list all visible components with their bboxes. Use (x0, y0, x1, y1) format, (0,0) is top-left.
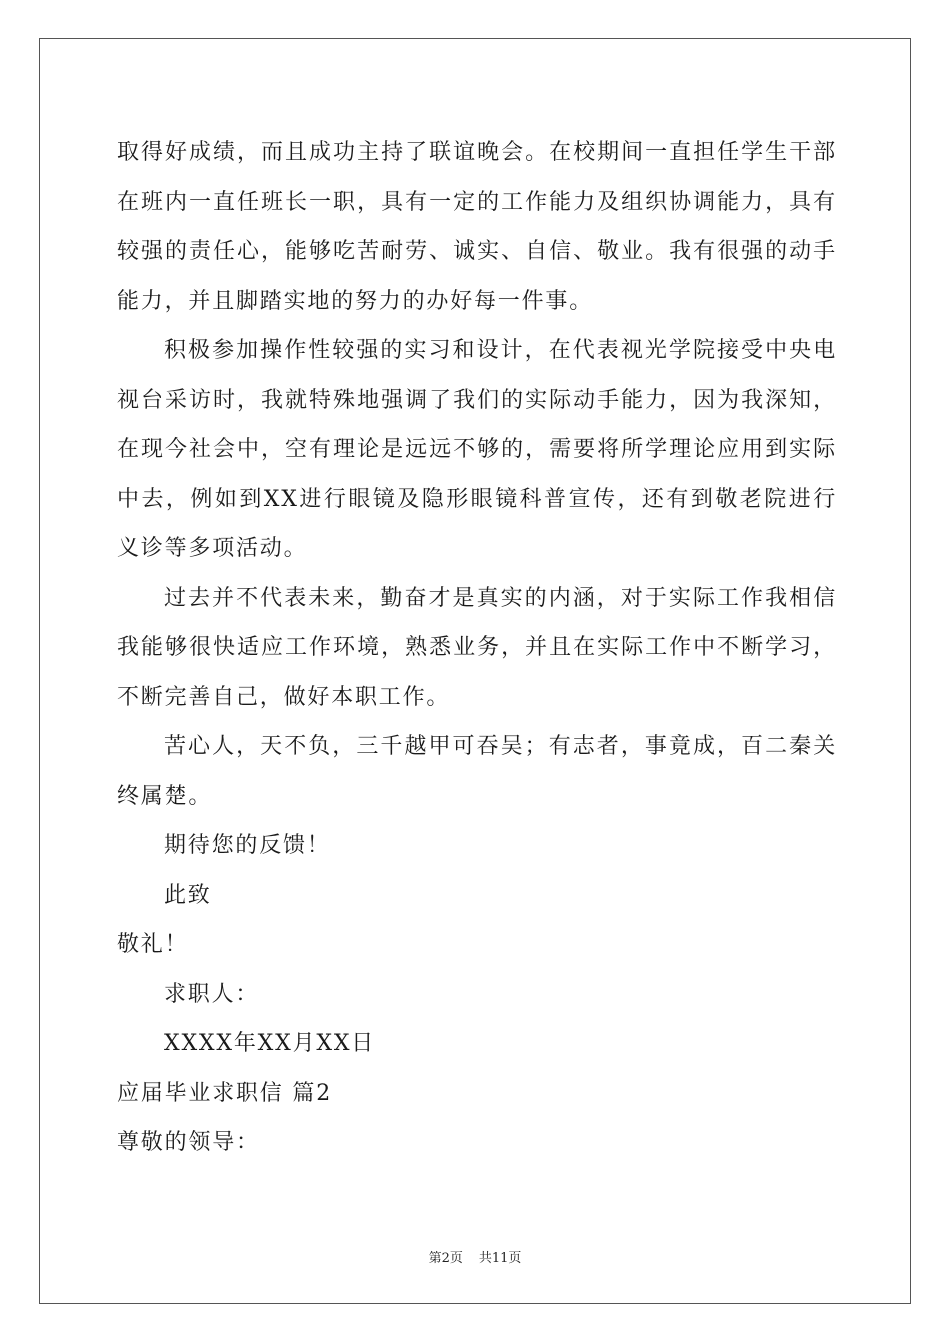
paragraph-continuation: 取得好成绩，而且成功主持了联谊晚会。在校期间一直担任学生干部在班内一直任班长一职，具有一定的工作能力及组织协调能力，具有较强的责任心，能够吃苦耐劳、诚实、自信、敬业。我有很强的动手能力，并且脚踏实地的努力的办好每一件事。 (117, 140, 837, 314)
page-footer (0, 1247, 950, 1266)
paragraph-await-feedback: 期待您的反馈！ (164, 833, 331, 858)
document-body (117, 128, 837, 1168)
paragraph-internship: 积极参加操作性较强的实习和设计，在代表视光学院接受中央电视台采访时，我就特殊地强调了我们的实际动手能力，因为我深知，在现今社会中，空有理论是远远不够的，需要将所学理论应用到实际中去，例如到XX进行眼镜及隐形眼镜科普宣传，还有到敬老院进行义诊等多项活动。 (117, 338, 837, 561)
paragraph-regards: 敬礼！ (117, 932, 189, 957)
page-number: 第2页 (428, 1251, 463, 1266)
page-total: 共11页 (478, 1251, 522, 1266)
section-heading: 应届毕业求职信 篇2 (117, 1080, 332, 1106)
paragraph-applicant: 求职人： (164, 981, 260, 1007)
paragraph-future: 过去并不代表未来，勤奋才是真实的内涵，对于实际工作我相信我能够很快适应工作环境，熟悉业务，并且在实际工作中不断学习，不断完善自己，做好本职工作。 (117, 585, 837, 710)
paragraph-date: XXXX年XX月XX日 (164, 1031, 376, 1056)
paragraph-salutation: 此致 (164, 882, 212, 908)
paragraph-greeting: 尊敬的领导： (117, 1130, 260, 1155)
paragraph-motto: 苦心人，天不负，三千越甲可吞吴；有志者，事竟成，百二秦关终属楚。 (117, 734, 837, 809)
